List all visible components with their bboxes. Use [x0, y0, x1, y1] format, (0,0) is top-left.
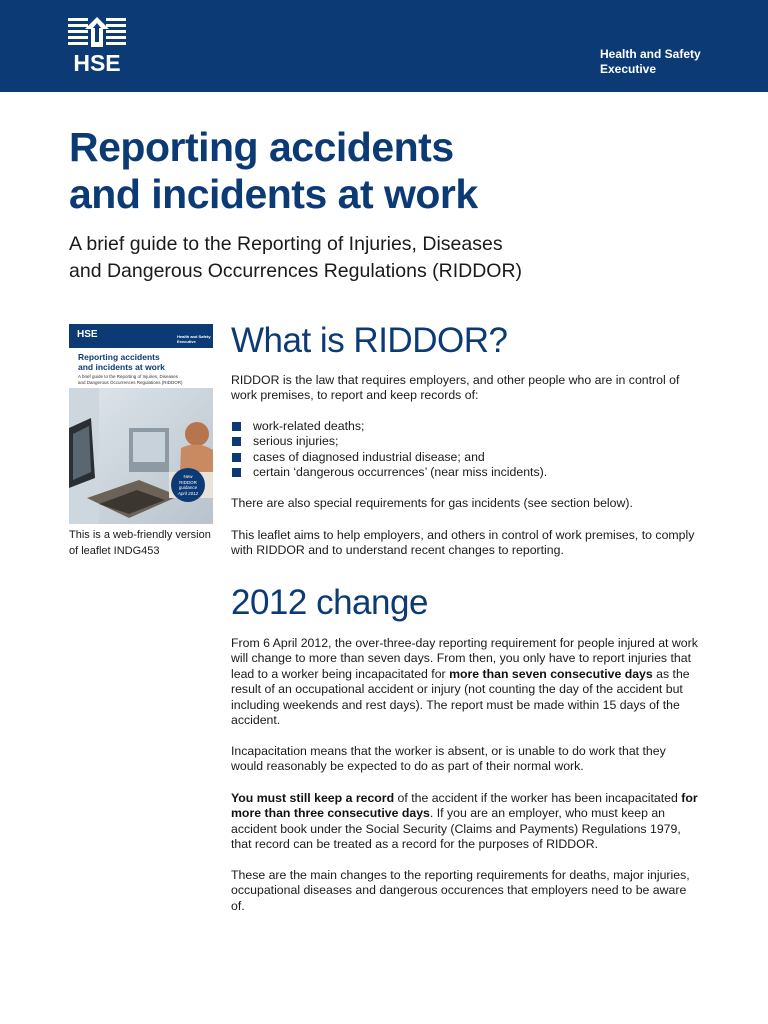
- hse-emblem-icon: [68, 16, 126, 52]
- main-changes-paragraph: These are the main changes to the reporting requirements for deaths, major injuries, occupational diseases and dangerous occurences that employers need to be aware of.: [231, 868, 690, 913]
- list-item: serious injuries;: [231, 434, 701, 449]
- header-banner: [0, 0, 768, 92]
- cover-organisation-name: [177, 334, 211, 344]
- cover-badge-line: RIDDOR: [179, 479, 197, 485]
- change-paragraph-text: From 6 April 2012, the over-three-day reporting requirement for people injured at work will change to more than seven days. From then, you only have to report injuries that lead to a worker being incapacitated for: [231, 636, 698, 681]
- cover-title-line: Reporting accidents: [78, 352, 160, 362]
- list-item: certain ‘dangerous occurrences’ (near miss incidents).: [231, 465, 701, 480]
- page-title: [69, 124, 729, 218]
- leaflet-cover-thumbnail: [69, 324, 213, 524]
- change-paragraph-text: as the result of an occupational accident or injury (not counting the day of the accident but including weekends and rest days). The report must be made within 15 days of the accident.: [231, 666, 690, 728]
- cover-subtitle-line: A brief guide to the Reporting of Injuries, Diseases: [78, 374, 179, 379]
- record-keeping-paragraph: [231, 791, 701, 853]
- organisation-name-line: Executive: [600, 62, 657, 76]
- section-heading-what-is-riddor: What is RIDDOR?: [231, 321, 508, 360]
- record-keeping-bold: for more than three consecutive days: [231, 791, 698, 821]
- cover-subtitle: [78, 374, 183, 385]
- change-paragraph-bold: more than seven consecutive days: [449, 666, 653, 681]
- list-item: work-related deaths;: [231, 419, 701, 434]
- reportable-events-list: [231, 419, 701, 481]
- organisation-name: [600, 47, 750, 77]
- cover-subtitle-line: and Dangerous Occurrences Regulations (RIDDOR): [78, 379, 183, 385]
- cover-badge-line: New: [183, 474, 193, 479]
- riddor-intro-paragraph: RIDDOR is the law that requires employers, and other people who are in control of work premises, to report and keep records of:: [231, 373, 680, 403]
- cover-badge-line: April 2012: [177, 490, 199, 496]
- hse-logo-text: HSE: [73, 50, 121, 76]
- change-paragraph: [231, 636, 701, 728]
- record-keeping-bold: You must still keep a record: [231, 791, 395, 805]
- record-keeping-text: of the accident if the worker has been incapacitated: [394, 791, 682, 805]
- gas-incidents-paragraph: There are also special requirements for gas incidents (see section below).: [231, 496, 633, 510]
- page-subtitle: [69, 231, 729, 285]
- incapacitation-paragraph: Incapacitation means that the worker is absent, or is unable to do work that they would reasonably be expected to do as part of their normal work.: [231, 744, 666, 774]
- record-keeping-text: . If you are an employer, who must keep an accident book under the Social Security (Claims and Payments) Regulations 1979, that record can be treated as a record for the purposes of RIDDOR.: [231, 806, 681, 852]
- page-subtitle-line: A brief guide to the Reporting of Injuries, Diseases: [69, 233, 503, 255]
- list-item: cases of diagnosed industrial disease; and: [231, 450, 701, 465]
- page-subtitle-line: and Dangerous Occurrences Regulations (RIDDOR): [69, 260, 523, 282]
- cover-organisation-line: Health and Safety: [177, 334, 211, 339]
- leaflet-aim-paragraph: This leaflet aims to help employers, and others in control of work premises, to comply with RIDDOR and to understand recent changes to reporting.: [231, 528, 695, 558]
- cover-title-line: and incidents at work: [78, 361, 165, 372]
- cover-title: [78, 353, 165, 372]
- section-heading-2012-change: 2012 change: [231, 583, 428, 622]
- cover-office-photo: [69, 388, 213, 524]
- cover-caption: [69, 528, 219, 559]
- page-title-line: and incidents at work: [69, 171, 478, 217]
- cover-caption-line: This is a web-friendly version: [69, 529, 211, 541]
- organisation-name-line: Health and Safety: [600, 47, 701, 61]
- cover-page: [69, 348, 213, 524]
- cover-new-guidance-badge: [171, 468, 205, 502]
- cover-badge-line: guidance: [178, 485, 198, 490]
- cover-hse-logo: HSE: [77, 329, 98, 340]
- cover-caption-line: of leaflet INDG453: [69, 544, 160, 557]
- cover-organisation-line: Executive: [177, 339, 196, 344]
- page-title-line: Reporting accidents: [69, 124, 454, 170]
- hse-logo: [68, 16, 126, 76]
